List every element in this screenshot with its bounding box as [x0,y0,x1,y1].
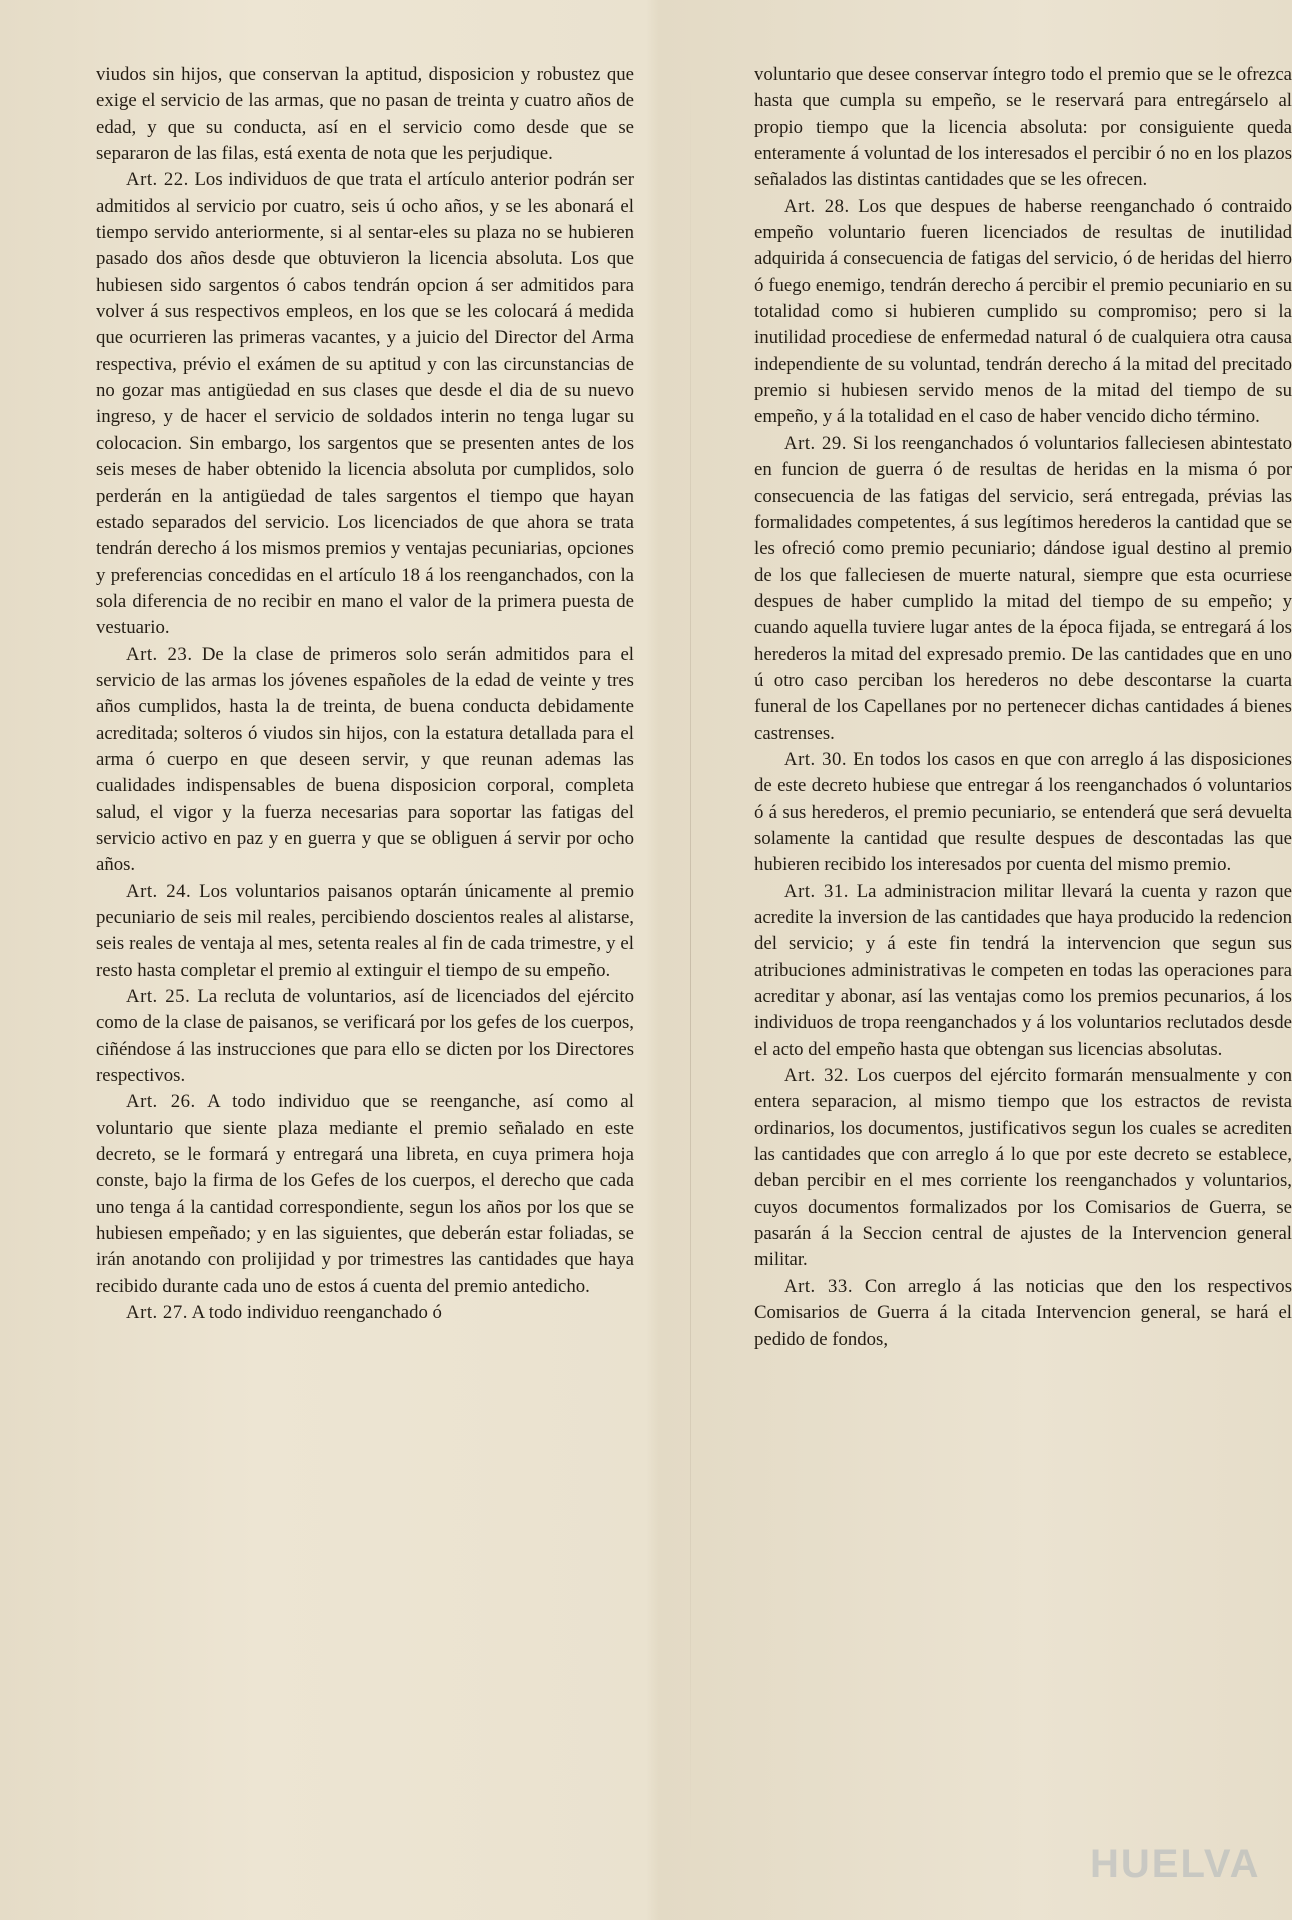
article-text: Con arreglo á las noticias que den los respectivos Comisarios de Guerra á la citada Intervencion general, se hará el pedido de fondos, [754,1275,1292,1350]
article-number: Art. 30. [784,748,848,770]
article-text: Los cuerpos del ejército formarán mensualmente y con entera separacion, al mismo tiempo que los estractos de revista ordinarios, los documentos, justificativos segun los cuales se acrediten las cantidades que con arreglo á lo que por este decreto se establece, deban percibir en el mes corriente los reenganchados y voluntarios, cuyos documentos formalizados por los Comisarios de Guerra, se pasarán á la Seccion central de ajustes de la Intervencion general militar. [754,1065,1292,1271]
article-number: Art. 32. [784,1065,850,1087]
article-31 [754,879,1292,1063]
article-number: Art. 24. [126,880,192,902]
article-26 [96,1089,634,1300]
article-text: Los individuos de que trata el artículo anterior podrán ser admitidos al servicio por cuatro, seis ú ocho años, y se les abonará el tiempo servido anteriormente, si al sentar-eles su plaza no se hubieren pasado dos años desde que obtuvieron la licencia absoluta. Los que hubiesen sido sargentos ó cabos tendrán opcion á ser admitidos para volver á sus respectivos empleos, en los que se les colocará á medida que ocurrieren las primeras vacantes, y a juicio del Director del Arma respectiva, prévio el exámen de su aptitud y con las circunstancias de no gozar mas antigüedad en sus clases que desde el dia de su nuevo ingreso, y de hacer el servicio de soldados interin no tenga lugar su colocacion. Sin embargo, los sargentos que se presenten antes de los seis meses de haber obtenido la licencia absoluta por cumplidos, solo perderán en la antigüedad de tales sargentos el tiempo que hayan estado separados del servicio. Los licenciados de que ahora se trata tendrán derecho á los mismos premios y ventajas pecuniarias, opciones y preferencias concedidas en el artículo 18 á los reenganchados, con la sola diferencia de no recibir en mano el valor de la primera puesta de vestuario. [96,169,635,639]
article-28 [754,194,1292,431]
article-number: Art. 28. [784,195,850,217]
article-number: Art. 33. [784,1275,854,1297]
article-number: Art. 31. [784,880,849,902]
article-text: Los que despues de haberse reenganchado ó contraido empeño voluntario fueren licenciados de resultas de inutilidad adquirida á consecuencia de fatigas del servicio, ó de heridas del hierro ó fuego enemigo, tendrán derecho á percibir el premio pecuniario en su totalidad como si hubieren cumplido su compromiso; pero si la inutilidad procediese de enfermedad natural ó de cualquiera otra causa independiente de su voluntad, tendrán derecho á la mitad del precitado premio si hubiesen servido menos de la mitad del tiempo de su empeño, y á la totalidad en el caso de haber vencido dicho término. [754,195,1292,428]
paragraph [96,62,634,167]
article-text: En todos los casos en que con arreglo á las disposiciones de este decreto hubiese que entregar á los reenganchados ó voluntarios ó á sus herederos, el premio pecuniario, se entenderá que será devuelta solamente la cantidad que resulte despues de descontadas las que hubieren recibido los interesados por cuenta del mismo premio. [754,748,1292,876]
paragraph-text: viudos sin hijos, que conservan la aptitud, disposicion y robustez que exige el servicio de las armas, que no pasan de treinta y cuatro años de edad, y que su conducta, así en el servicio como desde que se separaron de las filas, está exenta de nota que les perjudique. [96,64,634,165]
left-column [96,62,634,1327]
article-number: Art. 27. [126,1302,188,1324]
article-number: Art. 25. [126,986,191,1008]
article-32 [754,1063,1292,1274]
article-text: La recluta de voluntarios, así de licenciados del ejército como de la clase de paisanos, se verificará por los gefes de los cuerpos, ciñéndose á las instrucciones que para ello se dicten por los Directores respectivos. [96,986,634,1087]
article-text: Los voluntarios paisanos optarán únicamente al premio pecuniario de seis mil reales, percibiendo doscientos reales al alistarse, seis reales de ventaja al mes, setenta reales al fin de cada trimestre, y el resto hasta completar el premio al extinguir el tiempo de su empeño. [96,880,634,981]
article-25 [96,984,634,1089]
article-24 [96,879,634,984]
article-text: A todo individuo reenganchado ó [191,1302,442,1324]
paragraph-text: voluntario que desee conservar íntegro todo el premio que se le ofrezca hasta que cumpla su empeño, se le reservará para entregárselo al propio tiempo que la licencia absoluta: por consiguiente queda enteramente á voluntad de los interesados el percibir ó no en los plazos señalados las distintas cantidades que se les ofrecen. [754,64,1292,191]
article-text: Si los reenganchados ó voluntarios falleciesen abintestato en funcion de guerra ó de resultas de heridas en la misma ó por consecuencia de las fatigas del servicio, será entregada, prévias las formalidades competentes, á sus legítimos herederos la cantidad que se les ofreció como premio pecuniario; dándose igual destino al premio de los que falleciesen de muerte natural, siempre que esta ocurriese despues de haber cumplido la mitad del tiempo de su empeño; y cuando aquella tuviere lugar antes de la época fijada, se entregará á los herederos la mitad del expresado premio. De las cantidades que en uno ú otro caso perciban los herederos no debe descontarse la cuarta funeral de los Capellanes por no pertenecer dichas cantidades á bienes castrenses. [754,432,1292,744]
article-text: A todo individuo que se reenganche, así como al voluntario que siente plaza mediante el premio señalado en este decreto, se le formará y entregará una libreta, en cuya primera hoja conste, bajo la firma de los Gefes de los cuerpos, el derecho que cada uno tenga á la cantidad correspondiente, segun los años por los que se hubiesen empeñado; y en las siguientes, que deberán estar foliadas, se irán anotando con prolijidad y por trimestres las cantidades que haya recibido durante cada uno de estos á cuenta del premio antedicho. [96,1091,634,1297]
article-text: De la clase de primeros solo serán admitidos para el servicio de las armas los jóvenes españoles de la edad de veinte y tres años cumplidos, hasta la de treinta, de buena conducta debidamente acreditada; solteros ó viudos sin hijos, con la estatura detallada para el arma ó cuerpo en que deseen servir, y que reunan ademas las cualidades indispensables de buena disposicion corporal, completa salud, el vigor y la fuerza necesarias para soportar las fatigas del servicio activo en paz y en guerra y que se obliguen á servir por ocho años. [96,643,634,876]
paragraph [754,62,1292,194]
article-number: Art. 23. [126,643,193,665]
article-33 [754,1274,1292,1353]
article-number: Art. 26. [126,1091,196,1113]
article-22 [96,167,634,641]
library-watermark: HUELVA [1090,1842,1261,1886]
article-23 [96,642,634,879]
right-column [754,62,1292,1353]
article-text: La administracion militar llevará la cuenta y razon que acredite la inversion de las cantidades que haya producido la redencion del servicio; y á este fin tendrá la intervencion que segun sus atribuciones administrativas le competen en todas las operaciones para acreditar y abonar, así las ventajas como los premios pecunarios, á los individuos de tropa reenganchados y á los voluntarios reclutados desde el acto del empeño hasta que obtengan sus licencias absolutas. [754,880,1292,1060]
article-number: Art. 22. [126,169,189,191]
article-29 [754,431,1292,747]
article-30 [754,747,1292,879]
article-number: Art. 29. [784,432,847,454]
article-27 [96,1300,634,1326]
column-gutter [690,70,691,1860]
